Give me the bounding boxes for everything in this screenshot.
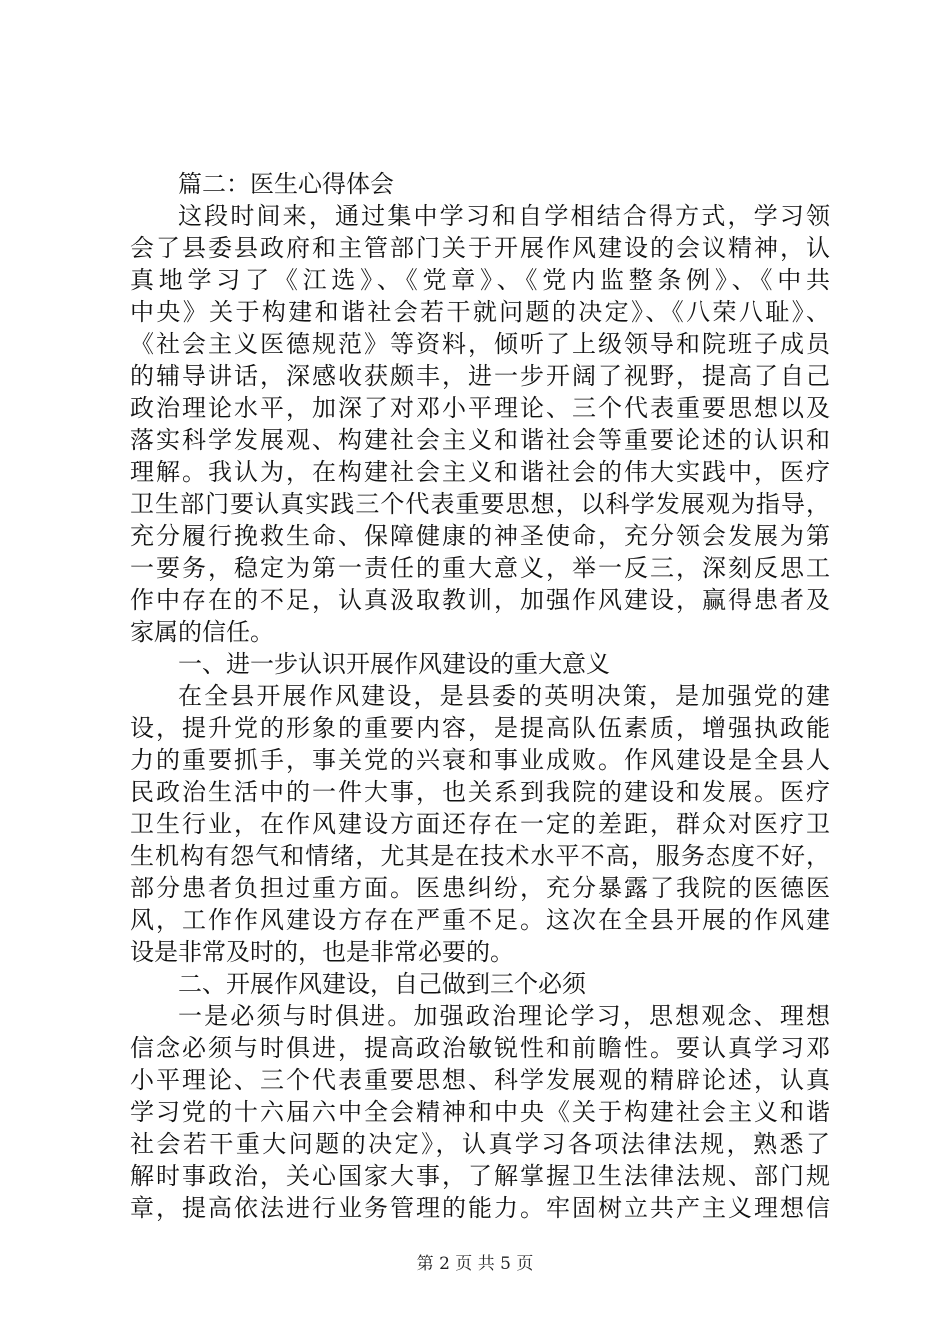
text-line: 设是非常及时的，也是非常必要的。: [130, 938, 514, 966]
text-line: 在全县开展作风建设，是县委的英明决策，是加强党的建: [178, 682, 830, 710]
text-line: 社会若干重大问题的决定》，认真学习各项法律法规，熟悉了: [130, 1130, 830, 1158]
text-line: 民政治生活中的一件大事，也关系到我院的建设和发展。医疗: [130, 778, 830, 806]
text-line: 充分履行挽救生命、保障健康的神圣使命，充分领会发展为第: [130, 522, 830, 550]
text-line: 生机构有怨气和情绪，尤其是在技术水平不高，服务态度不好，: [130, 842, 830, 870]
text-line: 设，提升党的形象的重要内容，是提高队伍素质，增强执政能: [130, 714, 830, 742]
text-line: 卫生部门要认真实践三个代表重要思想，以科学发展观为指导，: [130, 490, 830, 518]
text-line: 解时事政治，关心国家大事，了解掌握卫生法律法规、部门规: [130, 1162, 830, 1190]
text-line: 落实科学发展观、构建社会主义和谐社会等重要论述的认识和: [130, 426, 830, 454]
text-line: 会了县委县政府和主管部门关于开展作风建设的会议精神，认: [130, 234, 830, 262]
document-title: 篇二：医生心得体会: [178, 170, 394, 198]
text-line: 风，工作作风建设方存在严重不足。这次在全县开展的作风建: [130, 906, 830, 934]
text-line: 部分患者负担过重方面。医患纠纷，充分暴露了我院的医德医: [130, 874, 830, 902]
text-line: 中央》关于构建和谐社会若干就问题的决定》、《八荣八耻》、: [130, 298, 830, 326]
page-number-footer: 第 2 页 共 5 页: [416, 1254, 534, 1274]
text-line: 作中存在的不足，认真汲取教训，加强作风建设，赢得患者及: [130, 586, 830, 614]
text-line: 一要务，稳定为第一责任的重大意义，举一反三，深刻反思工: [130, 554, 830, 582]
section-heading-1: 一、进一步认识开展作风建设的重大意义: [178, 650, 610, 678]
paragraph-keep-pace: [130, 1000, 830, 1224]
text-line: 小平理论、三个代表重要思想、科学发展观的精辟论述，认真: [130, 1066, 830, 1094]
section-heading-2: 二、开展作风建设，自己做到三个必须: [178, 970, 586, 998]
text-line: 信念必须与时俱进，提高政治敏锐性和前瞻性。要认真学习邓: [130, 1034, 830, 1062]
text-line: 学习党的十六届六中全会精神和中央《关于构建社会主义和谐: [130, 1098, 830, 1126]
text-line: 理解。我认为，在构建社会主义和谐社会的伟大实践中，医疗: [130, 458, 830, 486]
text-line: 《社会主义医德规范》等资料，倾听了上级领导和院班子成员: [130, 330, 830, 358]
document-body: [130, 168, 830, 1224]
text-line: 这段时间来，通过集中学习和自学相结合得方式，学习领: [178, 202, 830, 230]
paragraph-significance: [130, 680, 830, 968]
paragraph-intro: [130, 200, 830, 648]
text-line: 的辅导讲话，深感收获颇丰，进一步开阔了视野，提高了自己: [130, 362, 830, 390]
text-line: 卫生行业，在作风建设方面还存在一定的差距，群众对医疗卫: [130, 810, 830, 838]
text-line: 家属的信任。: [130, 618, 274, 646]
text-line: 真地学习了《江选》、《党章》、《党内监整条例》、《中共: [130, 266, 830, 294]
text-line: 一是必须与时俱进。加强政治理论学习，思想观念、理想: [178, 1002, 830, 1030]
text-line: 政治理论水平，加深了对邓小平理论、三个代表重要思想以及: [130, 394, 830, 422]
text-line: 力的重要抓手，事关党的兴衰和事业成败。作风建设是全县人: [130, 746, 830, 774]
text-line: 章，提高依法进行业务管理的能力。牢固树立共产主义理想信: [130, 1194, 830, 1222]
